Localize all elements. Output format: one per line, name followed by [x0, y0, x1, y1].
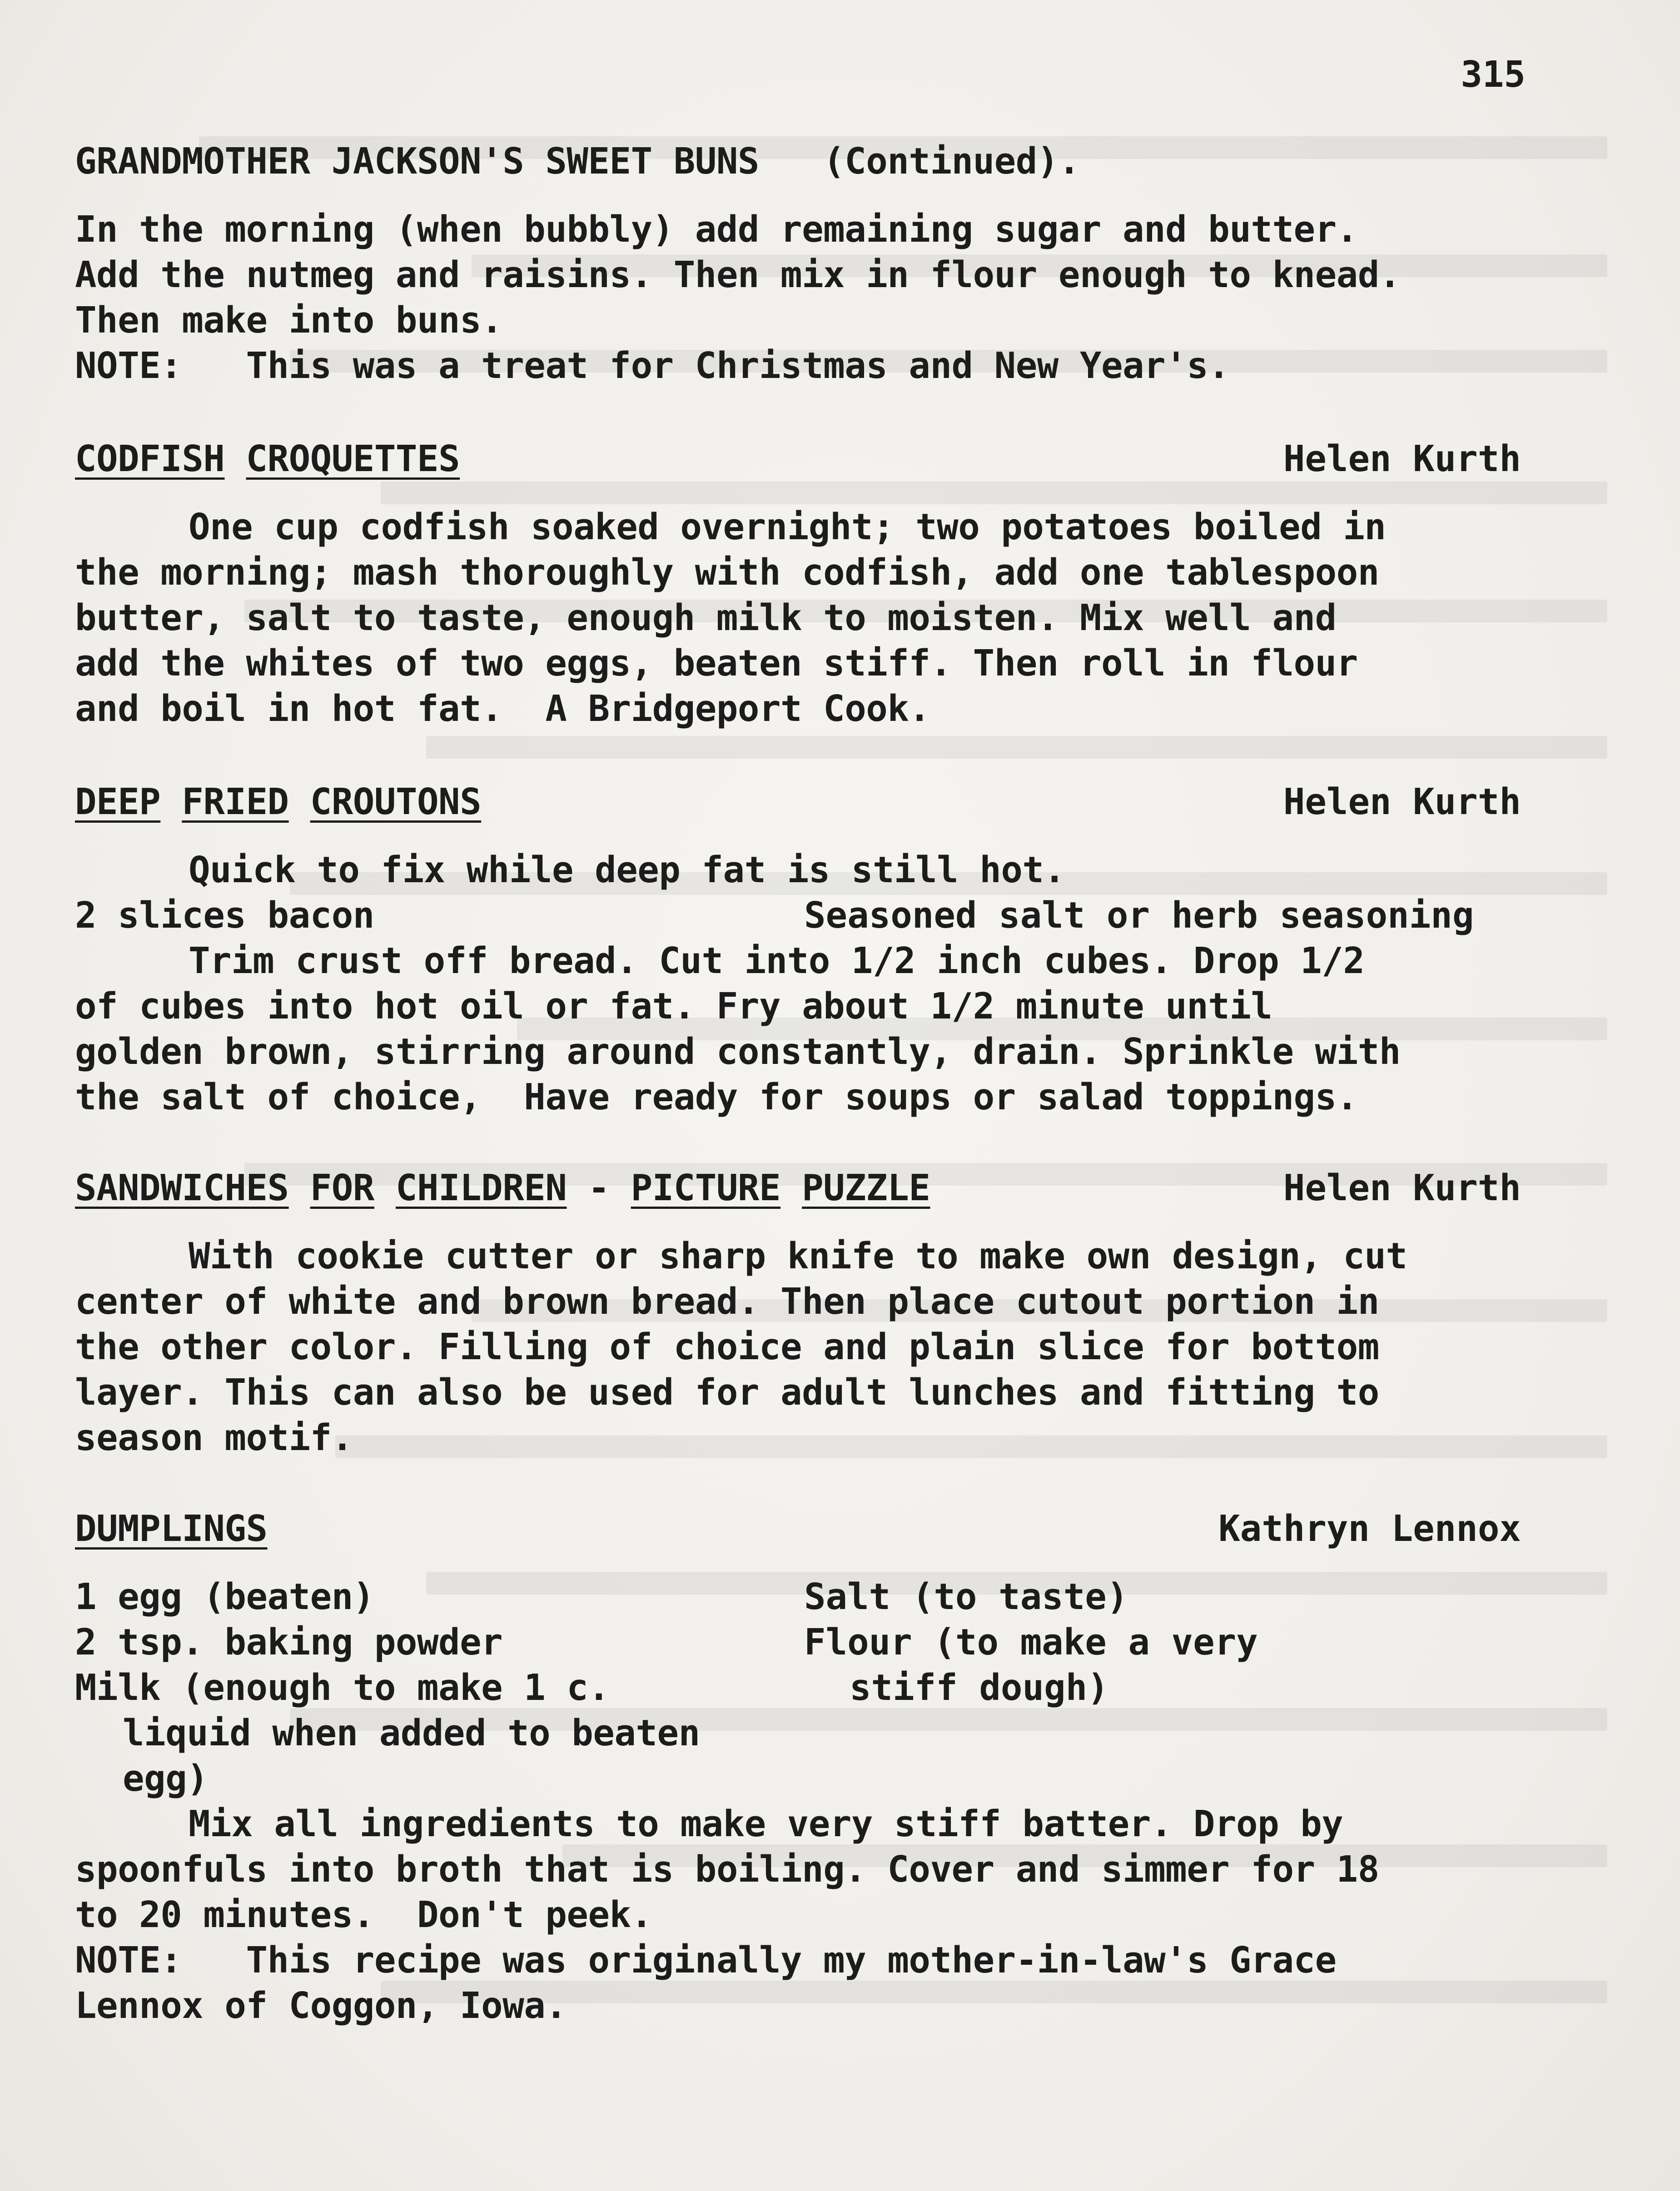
ingredient-item: liquid when added to beaten: [123, 1712, 700, 1754]
recipe-title-croutons: [75, 779, 481, 825]
text-line: golden brown, stirring around constantly, drain. Sprinkle with: [75, 1031, 1401, 1073]
text-line: season motif.: [75, 1417, 353, 1459]
title-word: CROQUETTES: [246, 438, 460, 480]
recipe-title-codfish: [75, 436, 460, 482]
note-line: NOTE: This was a treat for Christmas and New Year's.: [75, 345, 1230, 387]
ingredient-item: Milk (enough to make 1 c.: [75, 1667, 610, 1709]
text-line: butter, salt to taste, enough milk to moisten. Mix well and: [75, 597, 1337, 639]
text-line: center of white and brown bread. Then place cutout portion in: [75, 1281, 1379, 1322]
recipe-author: Kathryn Lennox: [1218, 1508, 1521, 1550]
title-word: CHILDREN: [395, 1167, 567, 1209]
recipe-title: GRANDMOTHER JACKSON'S SWEET BUNS: [75, 140, 759, 182]
text-line: and boil in hot fat. A Bridgeport Cook.: [75, 688, 930, 730]
recipe-author: Helen Kurth: [1283, 1167, 1521, 1209]
text-line: Mix all ingredients to make very stiff batter. Drop by: [189, 1803, 1343, 1845]
title-dash: -: [588, 1167, 610, 1209]
text-line: add the whites of two eggs, beaten stiff. Then roll in flour: [75, 642, 1358, 684]
text-line: the morning; mash thoroughly with codfish, add one tablespoon: [75, 551, 1379, 593]
text-line: In the morning (when bubbly) add remaining sugar and butter.: [75, 209, 1358, 250]
ingredient-item: stiff dough): [850, 1667, 1109, 1709]
note-line: NOTE: This recipe was originally my mother-in-law's Grace: [75, 1939, 1337, 1981]
text-line: Trim crust off bread. Cut into 1/2 inch cubes. Drop 1/2: [189, 940, 1365, 982]
title-word: SANDWICHES: [75, 1167, 289, 1209]
text-line: the salt of choice, Have ready for soups or salad toppings.: [75, 1076, 1358, 1118]
ingredient-item: Seasoned salt or herb seasoning: [804, 894, 1474, 936]
recipe-author: Helen Kurth: [1283, 438, 1521, 480]
text-line: Quick to fix while deep fat is still hot.: [189, 849, 1065, 891]
page-number: 315: [1461, 54, 1526, 95]
recipe-title-sandwiches: [75, 1165, 930, 1211]
title-word: CROUTONS: [310, 781, 482, 823]
continued-label: (Continued).: [823, 140, 1080, 182]
text-line: to 20 minutes. Don't peek.: [75, 1894, 652, 1936]
text-line: With cookie cutter or sharp knife to make own design, cut: [189, 1235, 1407, 1277]
title-word: FRIED: [182, 781, 289, 823]
ingredient-item: 1 egg (beaten): [75, 1576, 374, 1618]
text-line: of cubes into hot oil or fat. Fry about 1/2 minute until: [75, 985, 1272, 1027]
ingredient-item: 2 tsp. baking powder: [75, 1621, 503, 1663]
recipe-title-dumplings: [75, 1506, 268, 1551]
title-word: FOR: [310, 1167, 374, 1209]
title-word: CODFISH: [75, 438, 225, 480]
text-line: One cup codfish soaked overnight; two potatoes boiled in: [189, 506, 1386, 548]
ingredient-item: Flour (to make a very: [804, 1621, 1258, 1663]
text-line: Add the nutmeg and raisins. Then mix in flour enough to knead.: [75, 254, 1401, 296]
ingredient-item: 2 slices bacon: [75, 894, 374, 936]
title-word: DUMPLINGS: [75, 1508, 268, 1550]
text-line: Then make into buns.: [75, 299, 503, 341]
text-line: layer. This can also be used for adult lunches and fitting to: [75, 1371, 1379, 1413]
recipe-author: Helen Kurth: [1283, 781, 1521, 823]
ingredient-item: egg): [123, 1758, 209, 1799]
title-word: PICTURE: [631, 1167, 781, 1209]
title-word: DEEP: [75, 781, 161, 823]
note-line: Lennox of Coggon, Iowa.: [75, 1985, 567, 2027]
recipe-title-sweet-buns: [75, 139, 1080, 184]
title-word: PUZZLE: [802, 1167, 930, 1209]
text-line: the other color. Filling of choice and plain slice for bottom: [75, 1326, 1379, 1368]
text-line: spoonfuls into broth that is boiling. Cover and simmer for 18: [75, 1848, 1379, 1890]
ingredient-item: Salt (to taste): [804, 1576, 1128, 1618]
